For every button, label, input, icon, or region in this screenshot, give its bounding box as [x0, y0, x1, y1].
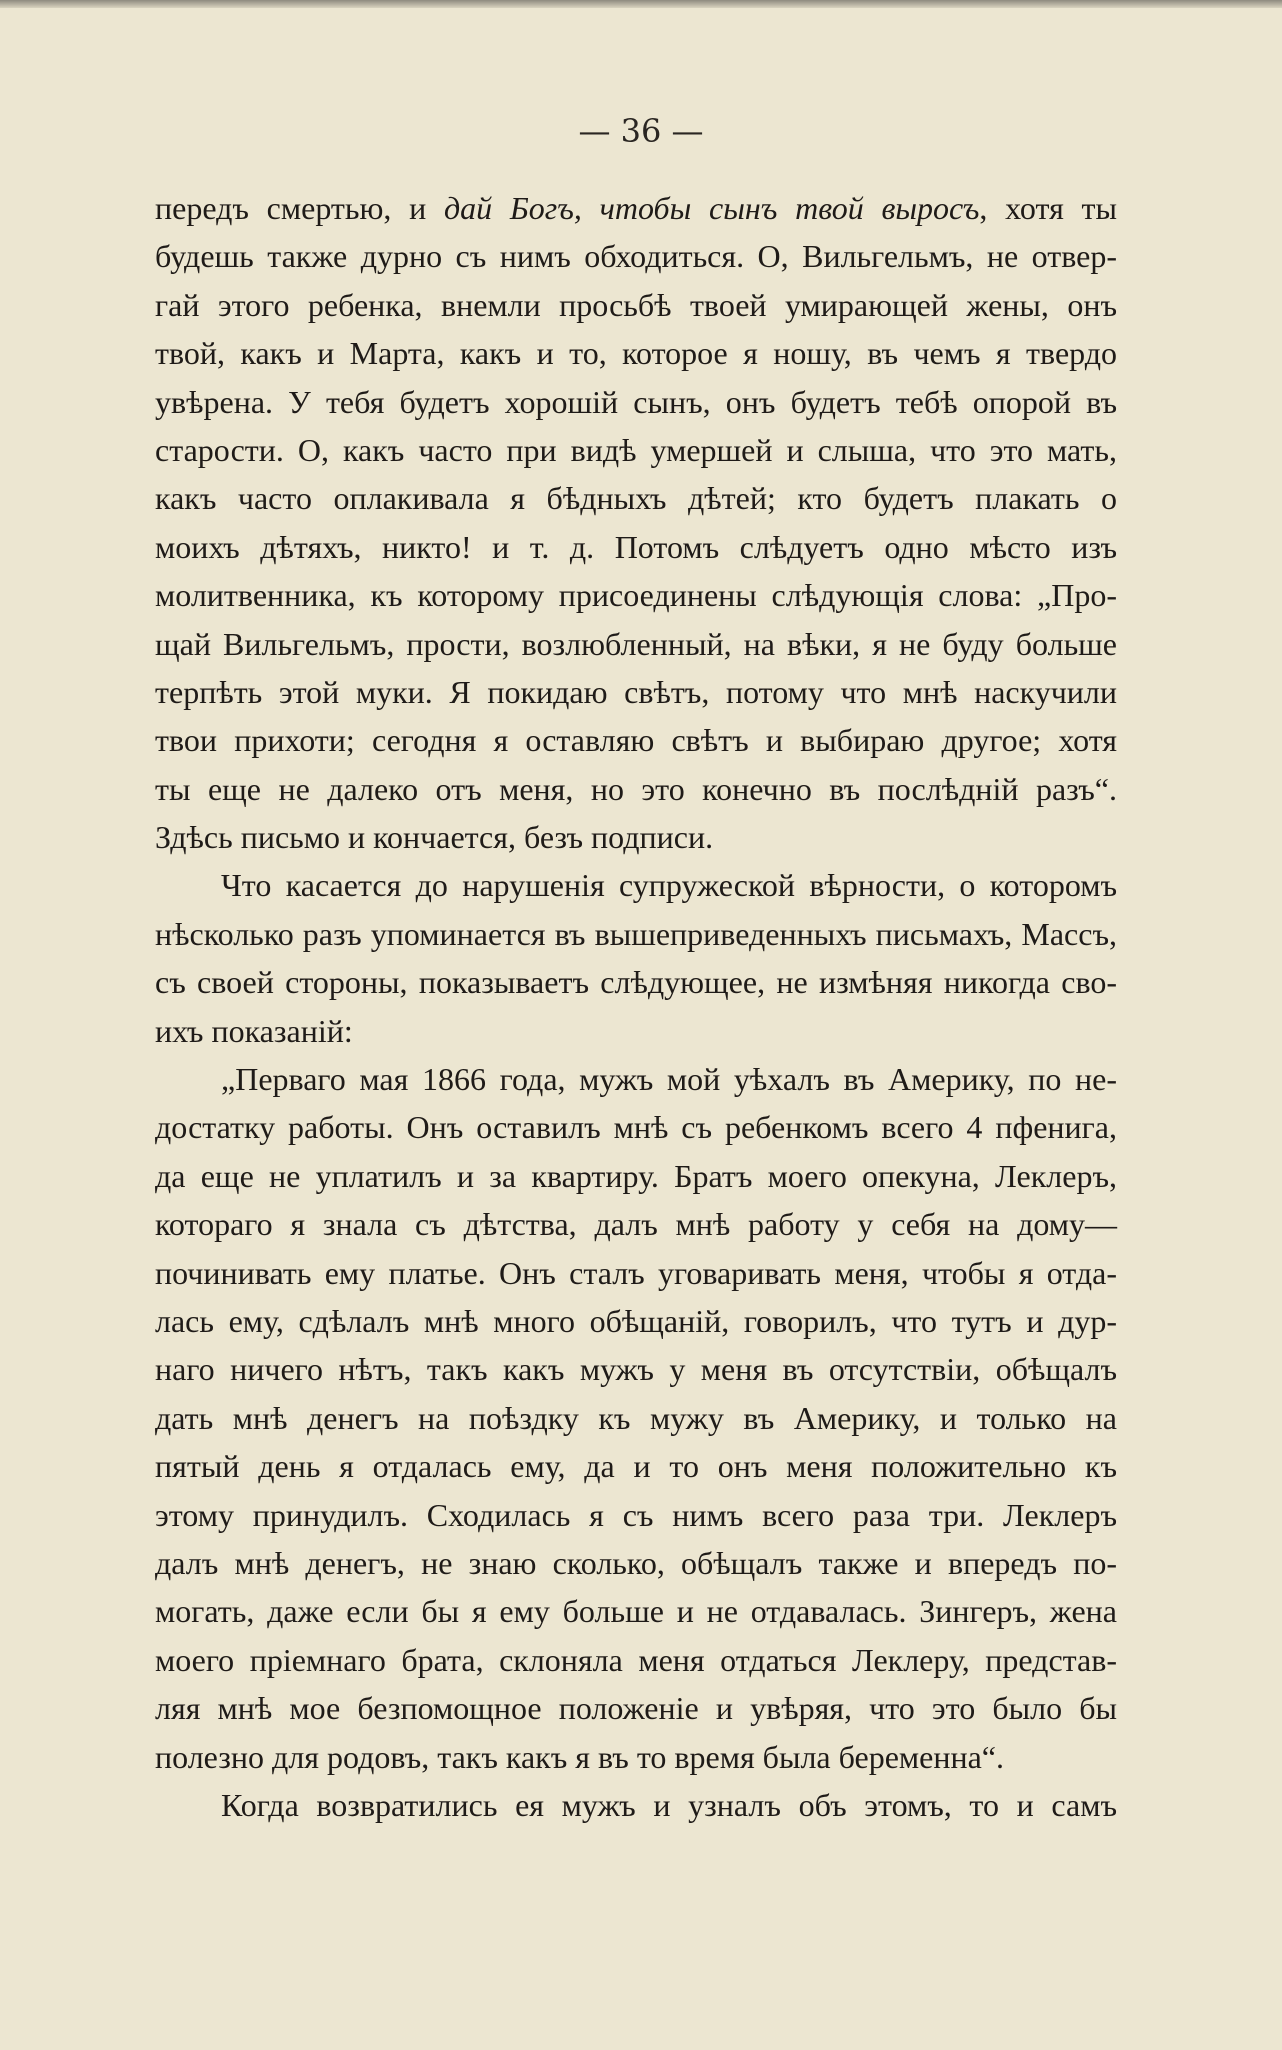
text-line	[155, 474, 1117, 522]
text-span: починивать ему платье. Онъ сталъ уговаривать меня, чтобы я отда-	[155, 1254, 1117, 1291]
text-line	[155, 1007, 1117, 1055]
text-span: щай Вильгельмъ, прости, возлюбленный, на вѣки, я не буду больше	[155, 625, 1117, 662]
text-line	[155, 1394, 1117, 1442]
text-span: молитвенника, къ которому присоединены слѣдующія слова: „Про-	[155, 577, 1117, 614]
text-line	[155, 1055, 1117, 1103]
text-line	[155, 1587, 1117, 1635]
text-span: наго ничего нѣтъ, такъ какъ мужъ у меня въ отсутствіи, обѣщалъ	[155, 1351, 1117, 1388]
text-span: пятый день я отдалась ему, да и то онъ меня положительно къ	[155, 1448, 1117, 1485]
text-line	[155, 765, 1117, 813]
text-line	[155, 1684, 1117, 1732]
text-line	[155, 861, 1117, 909]
text-span: гай этого ребенка, внемли просьбѣ твоей умирающей жены, онъ	[155, 286, 1117, 323]
text-span: далъ мнѣ денегъ, не знаю сколько, обѣщалъ также и впередъ по-	[155, 1544, 1117, 1581]
text-span: достатку работы. Онъ оставилъ мнѣ съ ребенкомъ всего 4 пфенига,	[155, 1109, 1117, 1146]
text-span: ты еще не далеко отъ меня, но это конечно въ послѣдній разъ“.	[155, 770, 1117, 807]
text-span: дать мнѣ денегъ на поѣздку къ мужу въ Америку, и только на	[155, 1399, 1117, 1436]
text-line	[155, 1491, 1117, 1539]
page-top-edge	[0, 0, 1282, 8]
text-span: полезно для родовъ, такъ какъ я въ то время была беременна“.	[155, 1738, 1004, 1775]
text-line	[155, 1442, 1117, 1490]
text-line	[155, 1152, 1117, 1200]
text-span: Что касается до нарушенія супружеской вѣрности, о которомъ	[221, 867, 1117, 904]
italic-phrase: дай Богъ, чтобы сынъ твой выросъ	[443, 190, 980, 226]
text-span: котораго я знала съ дѣтства, далъ мнѣ работу у себя на дому—	[155, 1206, 1117, 1243]
text-line	[155, 1733, 1117, 1781]
text-span: нѣсколько разъ упоминается въ вышеприведенныхъ письмахъ, Массъ,	[155, 915, 1117, 952]
text-span: твой, какъ и Марта, какъ и то, которое я ношу, въ чемъ я твердо	[155, 335, 1117, 372]
text-line	[155, 1636, 1117, 1684]
text-span: , хотя ты	[979, 190, 1118, 226]
text-line	[155, 1781, 1117, 1829]
text-span: лась ему, сдѣлалъ мнѣ много обѣщаній, говорилъ, что тутъ и дур-	[155, 1302, 1117, 1339]
body-text	[155, 184, 1117, 1829]
text-line	[155, 426, 1117, 474]
text-span: ихъ показаній:	[155, 1012, 353, 1049]
text-span: моихъ дѣтяхъ, никто! и т. д. Потомъ слѣдуетъ одно мѣсто изъ	[155, 528, 1117, 565]
text-span: передъ смертью, и	[155, 190, 444, 226]
text-line	[155, 523, 1117, 571]
text-span: Здѣсь письмо и кончается, безъ подписи.	[155, 819, 714, 856]
text-span: какъ часто оплакивала я бѣдныхъ дѣтей; кто будетъ плакать о	[155, 480, 1117, 517]
text-line	[155, 813, 1117, 861]
text-line	[155, 329, 1117, 377]
text-span: „Перваго мая 1866 года, мужъ мой уѣхалъ въ Америку, по не-	[221, 1061, 1117, 1098]
text-span: Когда возвратились ея мужъ и узналъ объ этомъ, то и самъ	[221, 1786, 1117, 1823]
text-span: моего пріемнаго брата, склоняла меня отдаться Леклеру, представ-	[155, 1641, 1117, 1678]
text-line	[155, 910, 1117, 958]
text-line	[155, 716, 1117, 764]
text-line	[155, 1539, 1117, 1587]
text-span: будешь также дурно съ нимъ обходиться. О, Вильгельмъ, не отвер-	[155, 238, 1117, 275]
text-span: старости. О, какъ часто при видѣ умершей и слыша, что это мать,	[155, 431, 1117, 468]
text-span: да еще не уплатилъ и за квартиру. Братъ моего опекуна, Леклеръ,	[155, 1157, 1117, 1194]
text-span: терпѣть этой муки. Я покидаю свѣтъ, потому что мнѣ наскучили	[155, 673, 1117, 710]
text-line	[155, 620, 1117, 668]
page-number: — 36 —	[578, 112, 704, 150]
text-line	[155, 958, 1117, 1006]
text-line	[155, 1345, 1117, 1393]
text-line	[155, 281, 1117, 329]
text-line	[155, 1103, 1117, 1151]
text-line	[155, 1297, 1117, 1345]
text-span: увѣрена. У тебя будетъ хорошій сынъ, онъ будетъ тебѣ опорой въ	[155, 383, 1117, 420]
text-line	[155, 571, 1117, 619]
text-span: твои прихоти; сегодня я оставляю свѣтъ и выбираю другое; хотя	[155, 722, 1117, 759]
text-line	[155, 184, 1117, 232]
text-span: этому принудилъ. Сходилась я съ нимъ всего раза три. Леклеръ	[155, 1496, 1117, 1533]
text-span: ляя мнѣ мое безпомощное положеніе и увѣряя, что это было бы	[155, 1690, 1117, 1727]
text-span: съ своей стороны, показываетъ слѣдующее, не измѣняя никогда сво-	[155, 964, 1117, 1001]
text-line	[155, 668, 1117, 716]
text-line	[155, 378, 1117, 426]
text-line	[155, 1249, 1117, 1297]
text-line	[155, 232, 1117, 280]
text-line	[155, 1200, 1117, 1248]
text-span: могать, даже если бы я ему больше и не отдавалась. Зингеръ, жена	[155, 1593, 1117, 1630]
